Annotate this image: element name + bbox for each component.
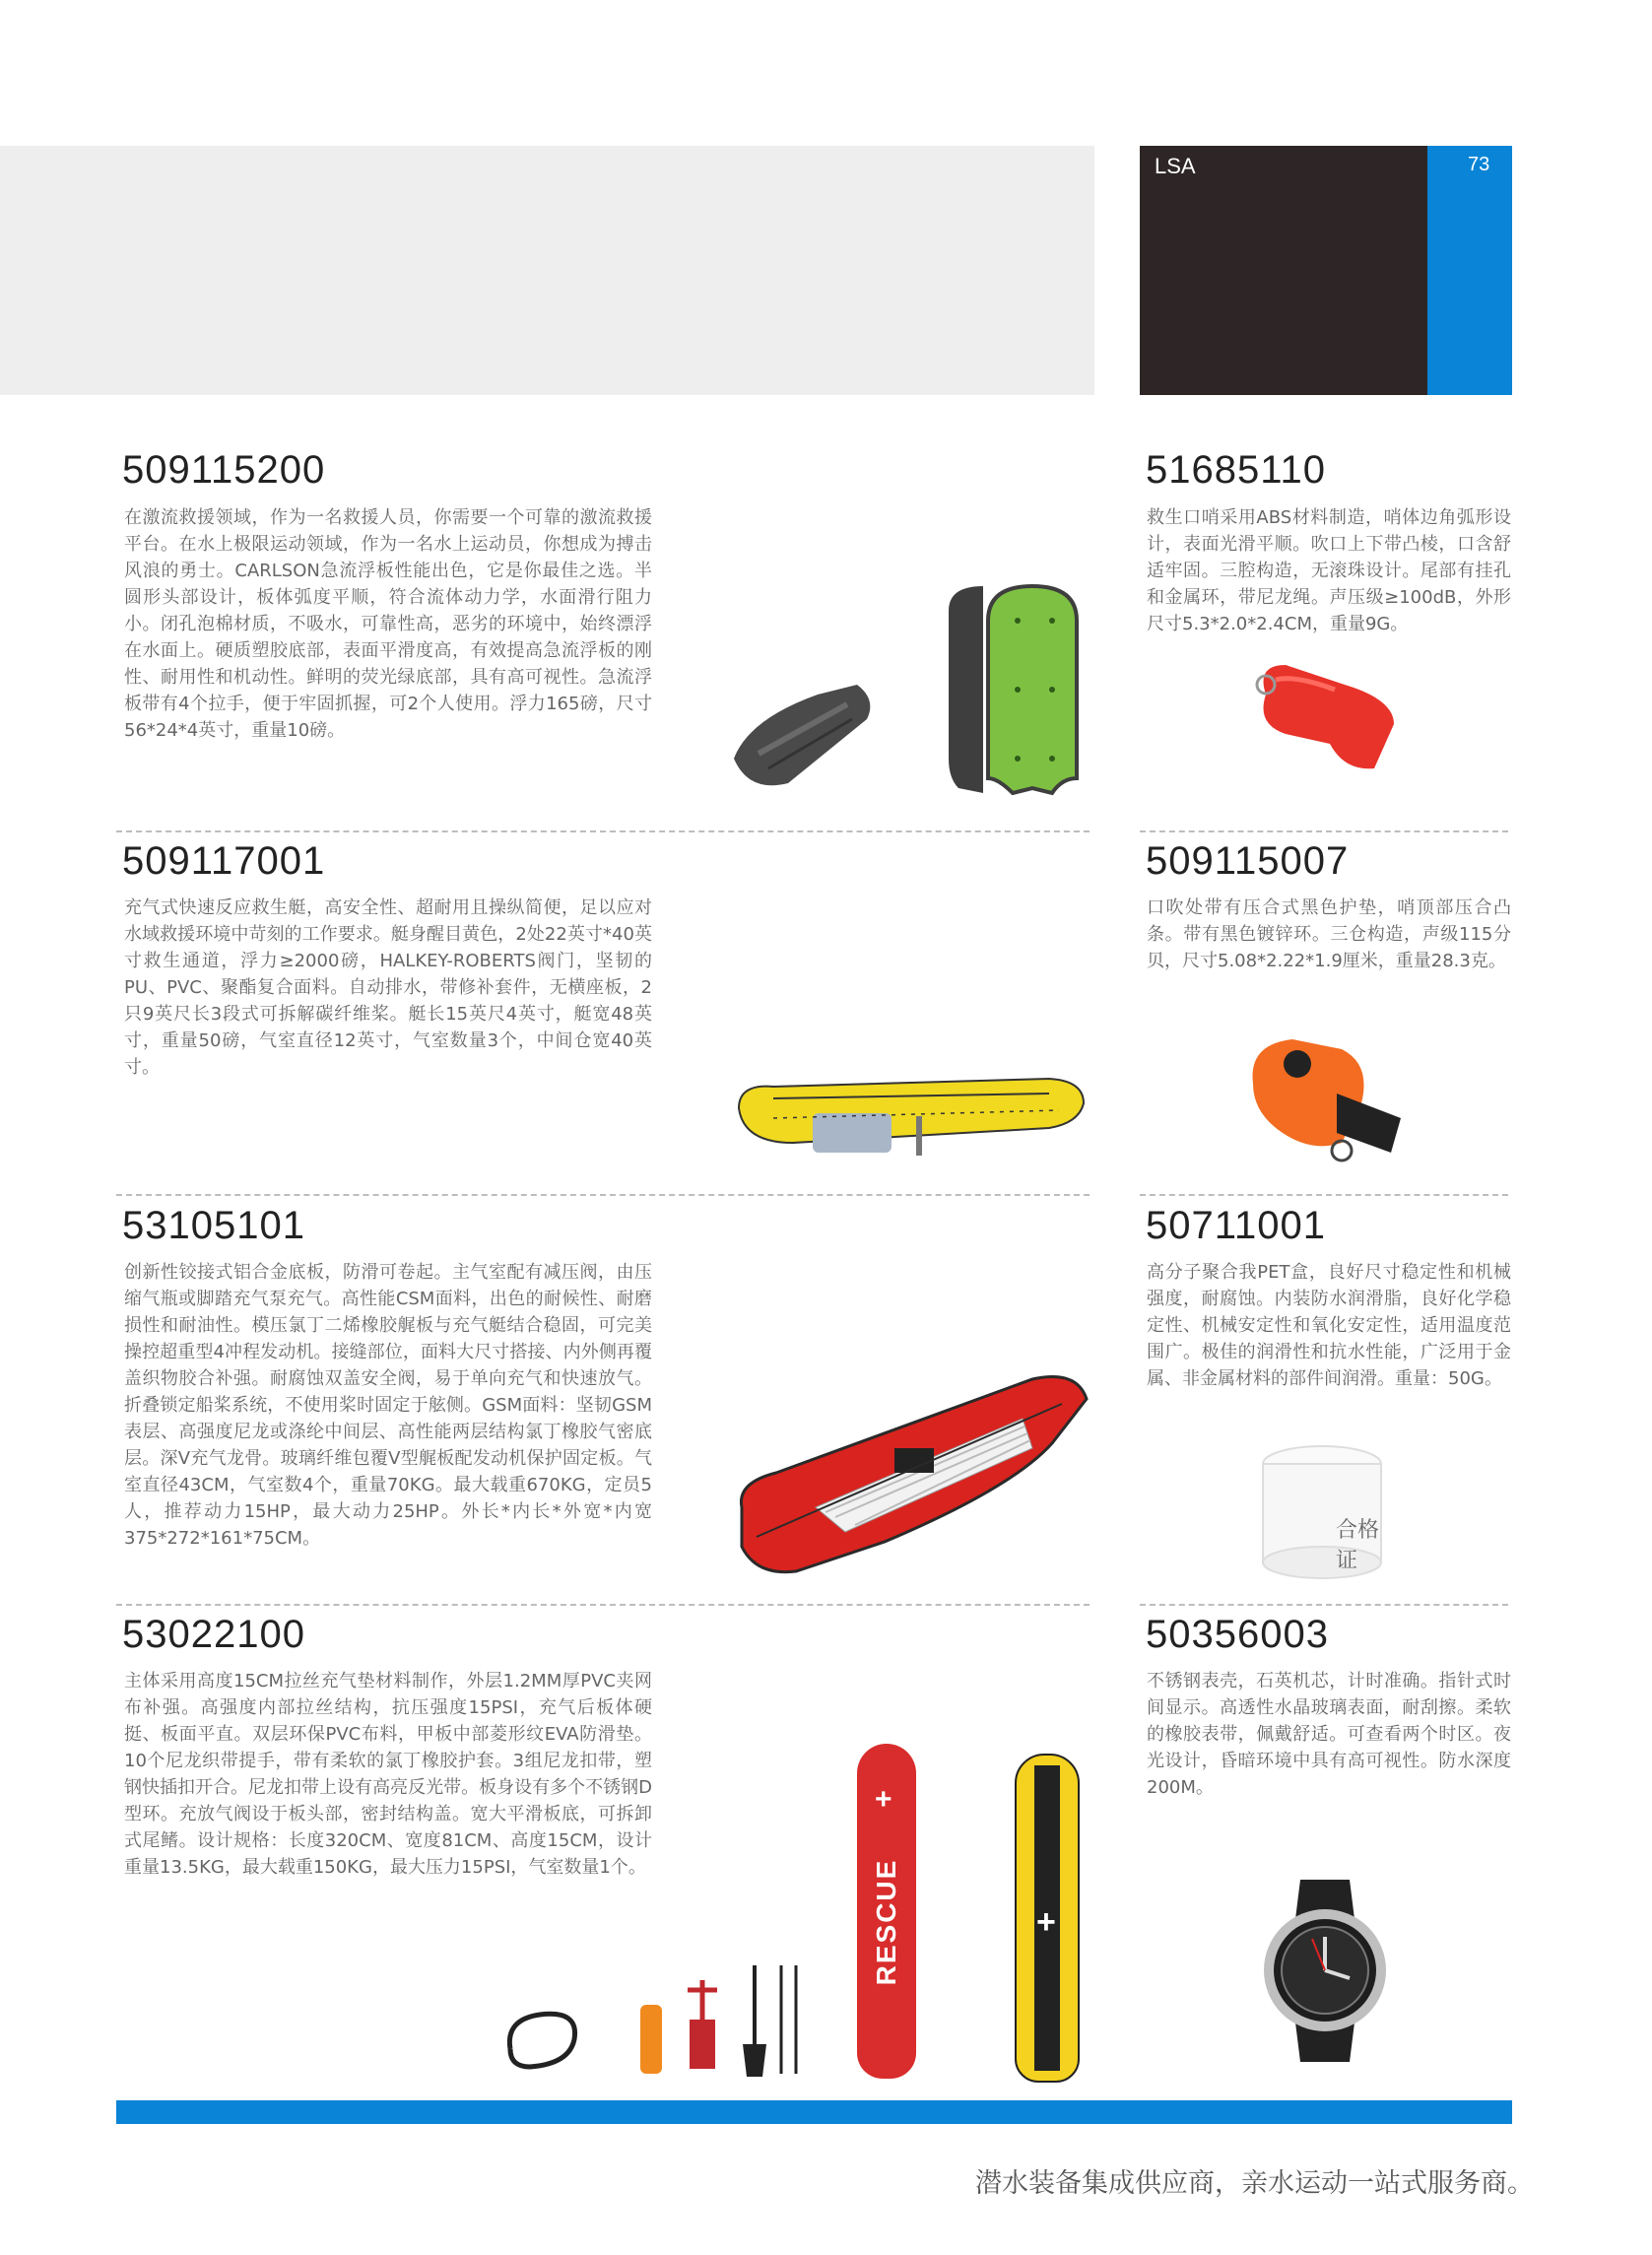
bottom-bar bbox=[116, 2100, 1512, 2124]
product-description: 创新性铰接式铝合金底板，防滑可卷起。主气室配有减压阀，由压缩气瓶或脚踏充气泵充气。高性能CSM面料，出色的耐候性、耐磨损性和耐油性。模压氯丁二烯橡胶艉板与充气艇结合稳固，可完美操控超重型4冲程发动机。接缝部位，面料大尺寸搭接、内外侧再覆盖织物胶合补强。耐腐蚀双盖安全阀，易于单向充气和快速放气。折叠锁定船桨系统，不使用桨时固定于舷侧。GSM面料：坚韧GSM表层、高强度尼龙或涤纶中间层、高性能两层结构氯丁橡胶气密底层。深V充气龙骨。玻璃纤维包覆V型艉板配发动机保护固定板。气室直径43CM，气室数4个，重量70KG。最大载重670KG，定员5人，推荐动力15HP，最大动力25HP。外长*内长*外宽*内宽375*272*161*75CM。 bbox=[124, 1262, 652, 1549]
product-code: 53105101 bbox=[122, 1204, 305, 1247]
whistle-orange-image bbox=[1243, 1025, 1411, 1162]
product-description: 高分子聚合我PET盒，良好尺寸稳定性和机械强度，耐腐蚀。内装防水润滑脂，良好化学稳定性、机械安定性和氧化安定性，适用温度范围广。极佳的润滑性和抗水性能，广泛用于金属、非金属材料的部件间润滑。重量：50G。 bbox=[1147, 1262, 1511, 1389]
footer-slogan: 潜水装备集成供应商，亲水运动一站式服务商。 bbox=[975, 2168, 1534, 2199]
rescue-board-side-image bbox=[729, 680, 877, 798]
product-code: 53022100 bbox=[122, 1613, 305, 1656]
product-description: 在激流救援领域，作为一名救援人员，你需要一个可靠的激流救援平台。在水上极限运动领域，作为一名水上运动员，你想成为搏击风浪的勇士。CARLSON急流浮板性能出色，它是你最佳之选。半圆形头部设计，板体弧度平顺，符合流体动力学，水面滑行阻力小。闭孔泡棉材质，不吸水，可靠性高，恶劣的环境中，始终漂浮在水面上。硬质塑胶底部，表面平滑度高，有效提高急流浮板的刚性、耐用性和机动性。鲜明的荧光绿底部，具有高可视性。急流浮板带有4个拉手，便于牢固抓握，可2个人使用。浮力165磅，尺寸56*24*4英寸，重量10磅。 bbox=[124, 507, 652, 741]
section-label: LSA bbox=[1155, 154, 1196, 178]
product-description: 主体采用高度15CM拉丝充气垫材料制作，外层1.2MM厚PVC夹网布补强。高强度内部拉丝结构，抗压强度15PSI，充气后板体硬挺、板面平直。双层环保PVC布料，甲板中部菱形纹EVA防滑垫。10个尼龙织带提手，带有柔软的氯丁橡胶护套。3组尼龙扣带，塑钢快插扣开合。尼龙扣带上设有高亮反光带。板身设有多个不锈钢D型环。充放气阀设于板头部，密封结构盖。宽大平滑板底，可拆卸式尾鳍。设计规格：长度320CM、宽度81CM、高度15CM，设计重量13.5KG，最大载重150KG，最大压力15PSI，气室数量1个。 bbox=[124, 1671, 652, 1878]
inflatable-boat-image bbox=[737, 1369, 1091, 1581]
product-description: 不锈钢表壳，石英机芯，计时准确。指针式时间显示。高透性水晶玻璃表面，耐刮擦。柔软的橡胶表带，佩戴舒适。可查看两个时区。夜光设计，昏暗环境中具有高可视性。防水深度200M。 bbox=[1147, 1671, 1511, 1798]
divider bbox=[1140, 830, 1508, 832]
section-tab bbox=[1140, 146, 1427, 395]
rescue-board-red-image bbox=[857, 1744, 916, 2079]
grease-jar-image bbox=[1259, 1442, 1385, 1580]
board-rescue-label: RESCUE bbox=[871, 1858, 901, 1986]
divider bbox=[116, 1604, 1090, 1606]
jar-label: 合格证 bbox=[1336, 1518, 1380, 1573]
page-number-tab bbox=[1427, 146, 1512, 395]
product-code: 509115200 bbox=[122, 448, 326, 492]
product-code: 50711001 bbox=[1146, 1204, 1326, 1247]
rescue-board-front-image bbox=[944, 581, 1082, 798]
divider bbox=[116, 1194, 1090, 1196]
product-description: 口吹处带有压合式黑色护垫，哨顶部压合凸条。带有黑色镀锌环。三仓构造，声级115分贝，尺寸5.08*2.22*1.9厘米，重量28.3克。 bbox=[1147, 897, 1511, 971]
whistle-red-image bbox=[1246, 655, 1404, 773]
product-code: 51685110 bbox=[1146, 448, 1326, 492]
product-code: 50356003 bbox=[1146, 1613, 1329, 1656]
divider bbox=[1140, 1194, 1508, 1196]
product-description: 充气式快速反应救生艇，高安全性、超耐用且操纵简便，足以应对水域救援环境中苛刻的工作要求。艇身醒目黄色，2处22英寸*40英寸救生通道，浮力≥2000磅，HALKEY-ROBERTS阀门，坚韧的PU、PVC、聚酯复合面料。自动排水，带修补套件，无横座板，2只9英尺长3段式可拆解碳纤维桨。艇长15英尺4英寸，艇宽48英寸，重量50磅，气室直径12英寸，气室数量3个，中间仓宽40英寸。 bbox=[124, 897, 652, 1078]
plus-icon: + bbox=[875, 1783, 892, 1816]
product-code: 509117001 bbox=[122, 839, 326, 883]
product-code: 509115007 bbox=[1146, 839, 1350, 883]
divider bbox=[1140, 1604, 1508, 1606]
sup-accessories-image bbox=[500, 1960, 826, 2079]
header-banner bbox=[0, 146, 1094, 395]
divider bbox=[116, 830, 1090, 832]
page-number: 73 bbox=[1468, 154, 1490, 175]
inflatable-raft-image bbox=[734, 1069, 1089, 1167]
plus-icon: + bbox=[1036, 1903, 1056, 1941]
wristwatch-image bbox=[1241, 1880, 1409, 2062]
product-description: 救生口哨采用ABS材料制造，哨体边角弧形设计，表面光滑平顺。吹口上下带凸棱，口含舒适牢固。三腔构造，无滚珠设计。尾部有挂孔和金属环，带尼龙绳。声压级≥100dB，外形尺寸5.3*2.0*2.4CM，重量9G。 bbox=[1147, 507, 1511, 634]
rescue-board-yellow-image bbox=[1015, 1754, 1080, 2083]
